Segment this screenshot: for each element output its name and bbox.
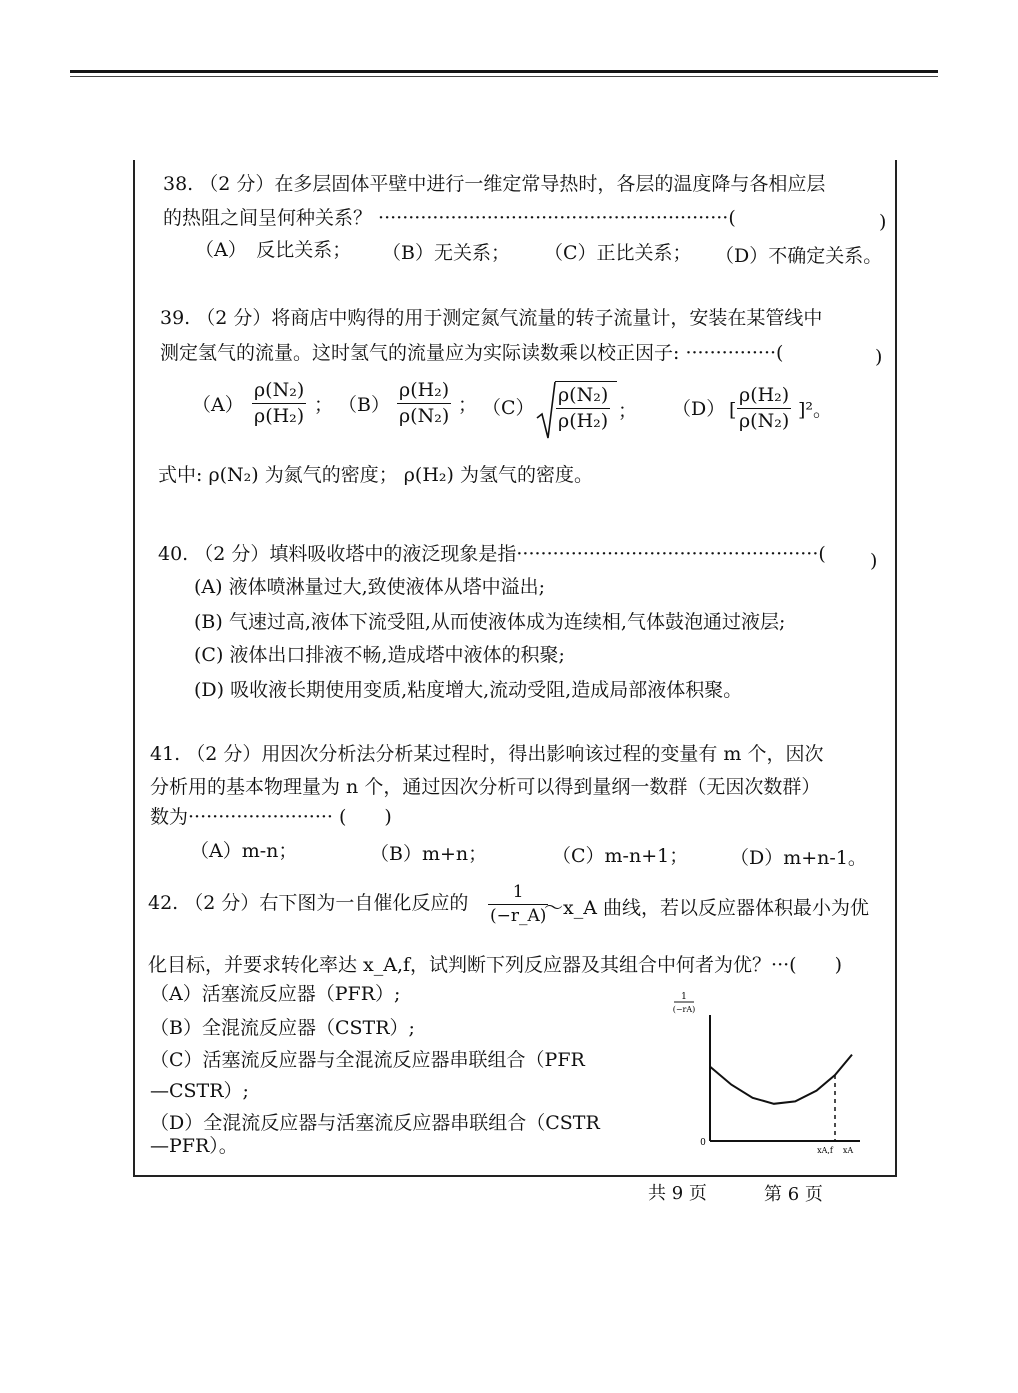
q38-option-d: （D）不确定关系。	[715, 245, 883, 267]
fraction-numerator: ρ(H₂)	[399, 379, 450, 401]
q38-option-c: （C）正比关系；	[544, 242, 692, 264]
q39-semicolon-c: ；	[618, 400, 638, 422]
q39-option-a-label: （A）	[192, 394, 244, 416]
sqrt-overline	[555, 381, 617, 382]
q42-option-a: （A）活塞流反应器（PFR）;	[150, 983, 401, 1005]
fraction-denominator: ρ(N₂)	[739, 410, 790, 432]
footer-total-pages: 共 9 页	[648, 1183, 707, 1204]
q38-line2: 的热阻之间呈何种关系？ ··························································(	[163, 207, 736, 229]
q40-line1: 40. （2 分）填料吸收塔中的液泛现象是指··················································(	[158, 543, 826, 565]
graph-xa-label: xA	[842, 1146, 854, 1155]
q39-option-b-fraction	[397, 381, 451, 426]
q40-option-b: (B) 气速过高,液体下流受阻,从而使液体成为连续相,气体鼓泡通过液层;	[194, 611, 786, 633]
q42-line1-pre: 42. （2 分）右下图为一自催化反应的	[148, 892, 469, 914]
q39-option-c-label: （C）	[482, 397, 535, 419]
q39-option-d-label: （D）	[672, 398, 726, 420]
fraction-numerator: ρ(N₂)	[254, 379, 305, 401]
q42-line1-post: ～x_A 曲线，若以反应器体积最小为优	[544, 897, 869, 919]
q41-line2: 分析用的基本物理量为 n 个，通过因次分析可以得到量纲一数群（无因次数群）	[150, 776, 821, 798]
q39-semicolon-a: ；	[314, 394, 334, 416]
graph-curve	[710, 1055, 852, 1104]
q39-option-a-fraction	[252, 381, 306, 426]
fraction-bar	[397, 403, 451, 404]
q42-curve-graph	[670, 985, 870, 1160]
fraction-denominator: ρ(H₂)	[254, 405, 305, 427]
q42-option-d-line1: （D）全混流反应器与活塞流反应器串联组合（CSTR	[150, 1112, 600, 1134]
q42-fraction	[488, 884, 548, 925]
q40-paren-close: )	[870, 550, 878, 572]
q39-note: 式中: ρ(N₂) 为氮气的密度； ρ(H₂) 为氢气的密度。	[158, 464, 593, 486]
q38-option-b: （B）无关系；	[382, 242, 510, 264]
q42-option-b: （B）全混流反应器（CSTR）;	[150, 1017, 415, 1039]
q42-option-d-line2: —PFR）。	[150, 1135, 238, 1157]
q41-option-a: （A）m-n；	[190, 840, 298, 862]
header-rule-thin	[70, 76, 938, 77]
q39-semicolon-b: ；	[458, 394, 478, 416]
q41-line3: 数为························ ( )	[150, 806, 392, 828]
graph-ylabel-den: (−rA)	[672, 1005, 696, 1014]
q39-paren-close: )	[875, 346, 883, 368]
fraction-numerator: ρ(H₂)	[739, 384, 790, 406]
fraction-numerator: ρ(N₂)	[558, 384, 609, 406]
q39-line1: 39. （2 分）将商店中购得的用于测定氮气流量的转子流量计，安装在某管线中	[160, 307, 823, 329]
q39-option-c-fraction	[556, 386, 610, 431]
q41-option-b: （B）m+n；	[370, 843, 488, 865]
q38-paren-close: )	[879, 211, 887, 233]
q38-line1: 38. （2 分）在多层固体平壁中进行一维定常导热时，各层的温度降与各相应层	[163, 173, 826, 195]
q39-option-d-fraction	[737, 386, 791, 431]
fraction-denominator: (−r_A)	[490, 906, 547, 926]
q41-option-c: （C）m-n+1；	[552, 845, 689, 867]
q41-option-d: （D）m+n-1。	[730, 847, 867, 869]
fraction-numerator: 1	[512, 882, 524, 902]
graph-ylabel-num: 1	[681, 992, 687, 1002]
fraction-bar	[556, 408, 610, 409]
header-rule-thick	[70, 70, 938, 73]
fraction-bar	[737, 408, 791, 409]
q42-option-c-line1: （C）活塞流反应器与全混流反应器串联组合（PFR	[150, 1049, 585, 1071]
fraction-denominator: ρ(H₂)	[558, 410, 609, 432]
fraction-bar	[488, 904, 548, 905]
fraction-denominator: ρ(N₂)	[399, 405, 450, 427]
q40-option-a: (A) 液体喷淋量过大,致使液体从塔中溢出;	[194, 576, 546, 598]
q39-bracket-open: [	[729, 399, 737, 421]
q39-option-b-label: （B）	[338, 394, 390, 416]
sqrt-radical-sign	[536, 380, 556, 442]
q41-line1: 41. （2 分）用因次分析法分析某过程时，得出影响该过程的变量有 m 个，因次	[150, 743, 824, 765]
graph-origin-label: 0	[700, 1138, 706, 1148]
q42-line2: 化目标，并要求转化率达 x_A,f，试判断下列反应器及其组合中何者为优？···( )	[148, 954, 842, 976]
q38-option-a: （A） 反比关系；	[195, 239, 352, 261]
q39-line2: 测定氢气的流量。这时氢气的流量应为实际读数乘以校正因子: ···············(	[160, 342, 784, 364]
q40-option-c: (C) 液体出口排液不畅,造成塔中液体的积聚;	[194, 644, 565, 666]
q42-option-c-line2: —CSTR）;	[150, 1080, 249, 1102]
footer-page-number: 第 6 页	[764, 1184, 823, 1205]
graph-xaf-label: xA,f	[817, 1146, 833, 1155]
q40-option-d: (D) 吸收液长期使用变质,粘度增大,流动受阻,造成局部液体积聚。	[194, 679, 743, 701]
q39-bracket-close: ]²。	[798, 399, 833, 421]
fraction-bar	[252, 403, 306, 404]
